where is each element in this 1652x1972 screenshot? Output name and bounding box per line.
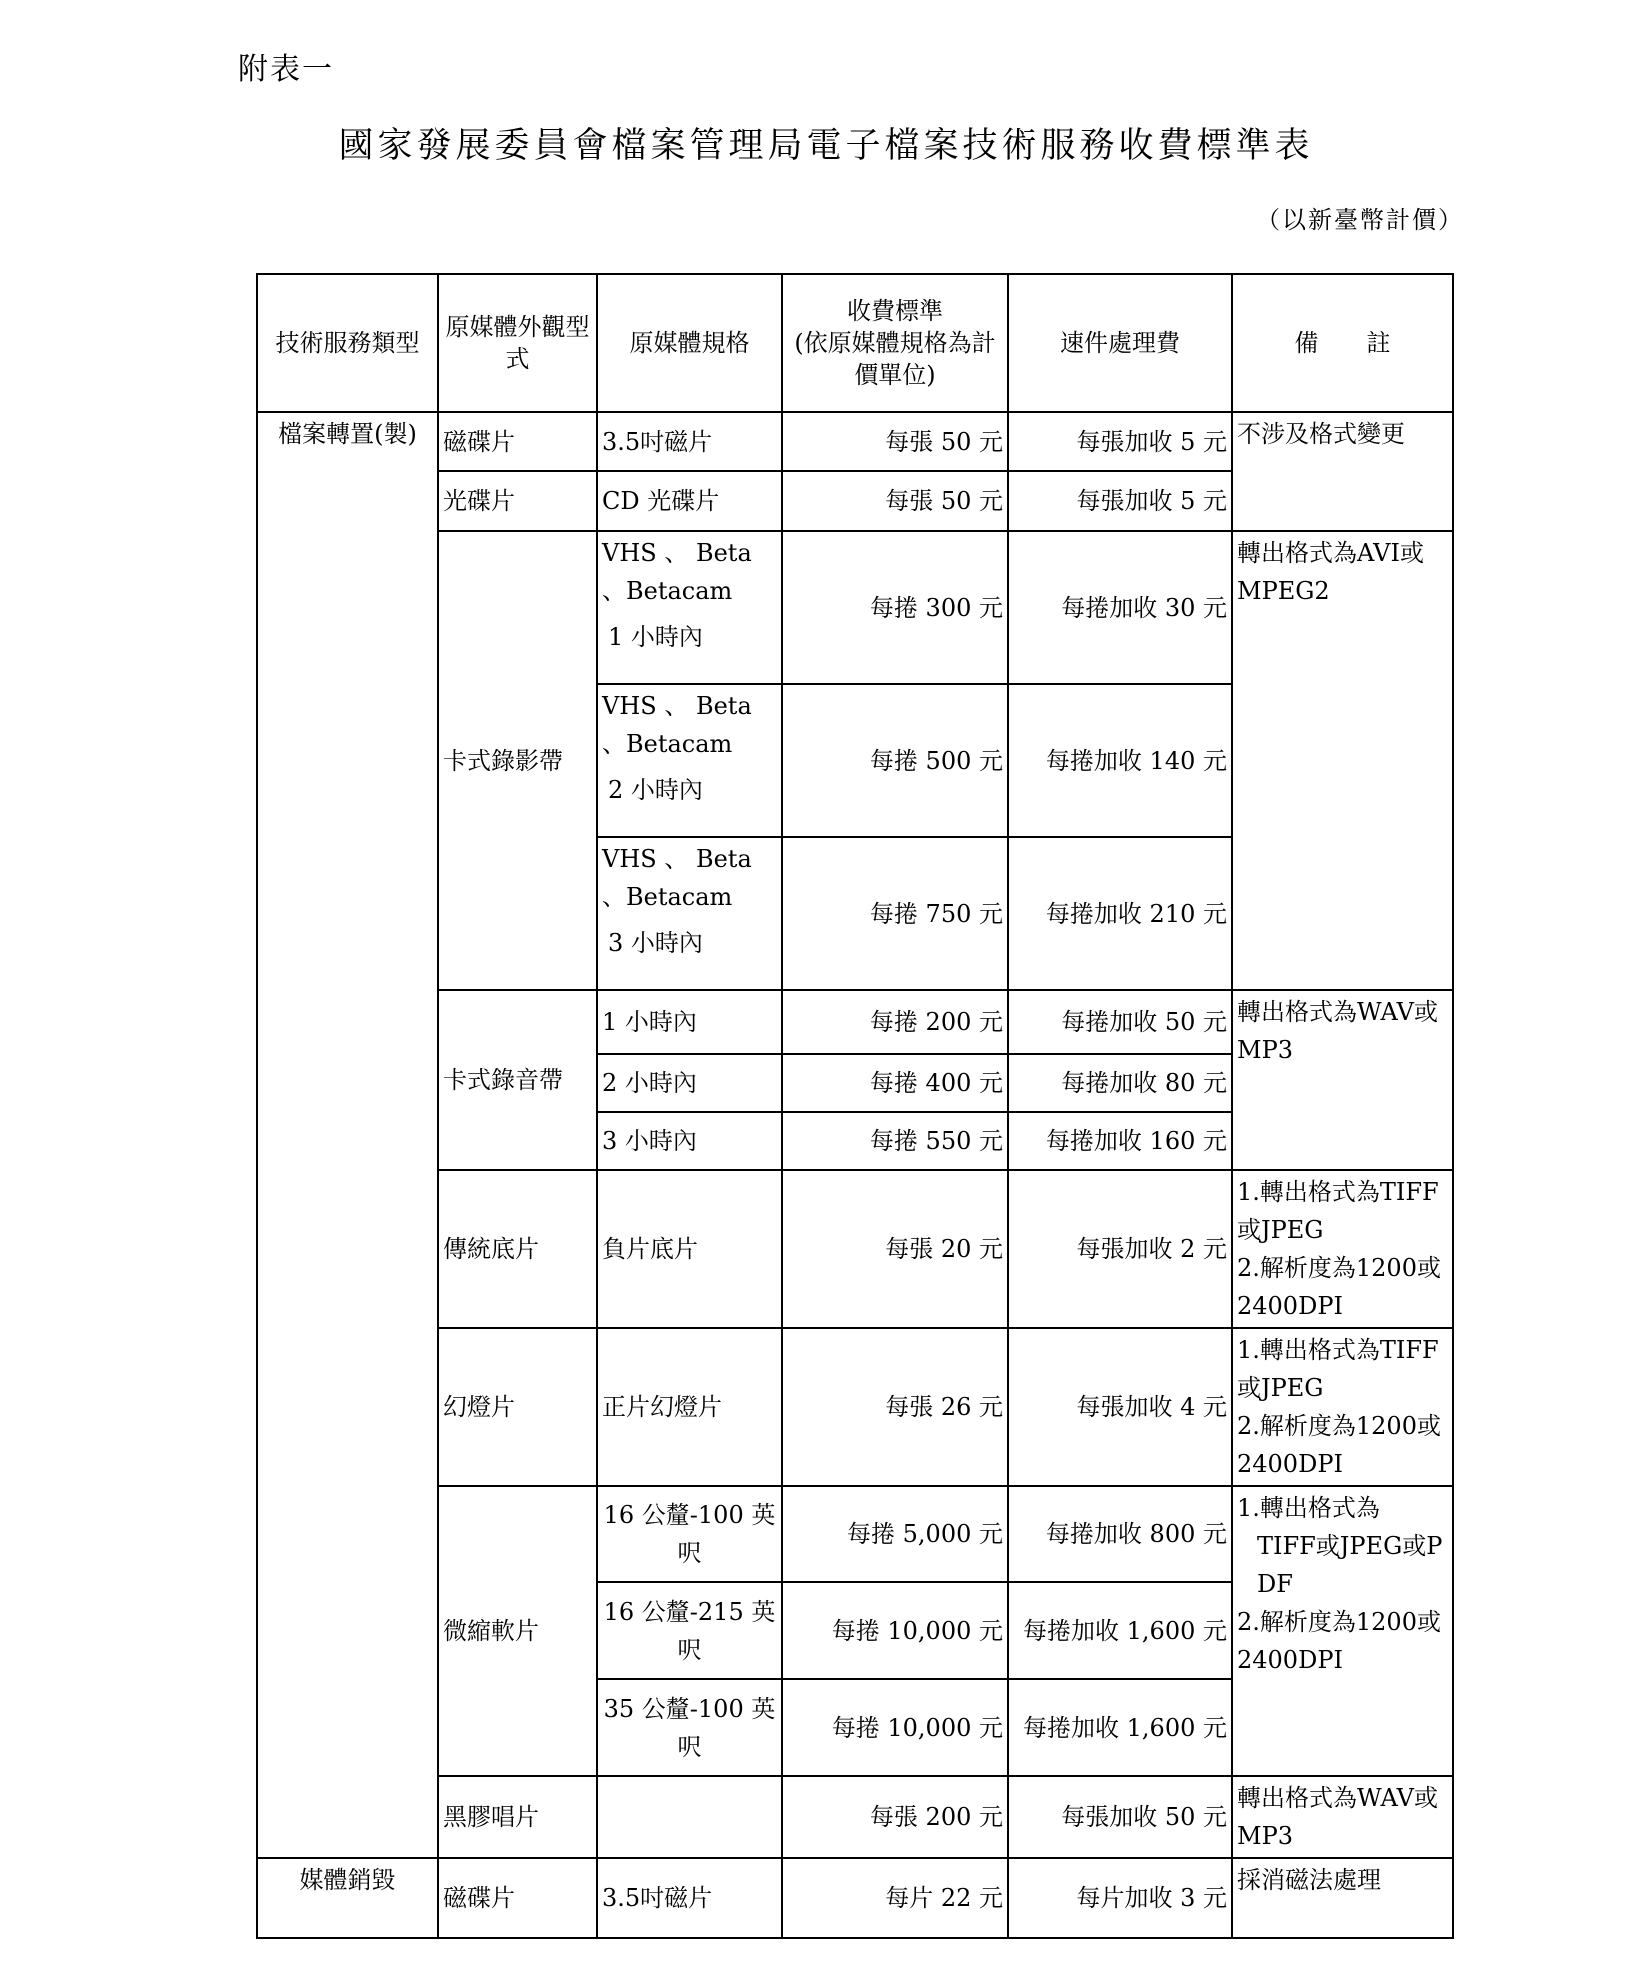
spec-slide: 正片幻燈片 — [597, 1328, 782, 1486]
currency-note: （以新臺幣計價） — [1256, 206, 1464, 234]
spec-video-2h-duration: 2 小時內 — [608, 776, 703, 804]
rush-negative: 每張加收 2 元 — [1008, 1170, 1232, 1328]
spec-audio-1h: 1 小時內 — [597, 990, 782, 1054]
fee-micro-16-215: 每捲 10,000 元 — [782, 1582, 1008, 1679]
spec-video-2h — [597, 684, 782, 837]
fee-audio-3h: 每捲 550 元 — [782, 1112, 1008, 1170]
rush-video-2h: 每捲加收 140 元 — [1008, 684, 1232, 837]
spec-vinyl — [597, 1776, 782, 1858]
spec-negative: 負片底片 — [597, 1170, 782, 1328]
header-remarks: 備 註 — [1232, 274, 1453, 412]
spec-audio-2h: 2 小時內 — [597, 1054, 782, 1112]
header-media-spec: 原媒體規格 — [597, 274, 782, 412]
fee-destroy: 每片 22 元 — [782, 1858, 1008, 1938]
fee-vinyl: 每張 200 元 — [782, 1776, 1008, 1858]
remark-micro-format: TIFF或JPEG或PDF — [1257, 1532, 1443, 1598]
fee-audio-1h: 每捲 200 元 — [782, 990, 1008, 1054]
rush-micro-16-100: 每捲加收 800 元 — [1008, 1486, 1232, 1582]
fee-table — [256, 273, 1454, 1939]
fee-video-3h: 每捲 750 元 — [782, 837, 1008, 990]
rush-video-1h: 每捲加收 30 元 — [1008, 531, 1232, 684]
table-row — [257, 1858, 1453, 1938]
rush-vinyl: 每張加收 50 元 — [1008, 1776, 1232, 1858]
rush-audio-3h: 每捲加收 160 元 — [1008, 1112, 1232, 1170]
spec-video-1h — [597, 531, 782, 684]
remark-video: 轉出格式為AVI或MPEG2 — [1232, 531, 1453, 990]
form-floppy-destroy: 磁碟片 — [438, 1858, 597, 1938]
spec-video-3h-duration: 3 小時內 — [608, 929, 703, 957]
document-title: 國家發展委員會檔案管理局電子檔案技術服務收費標準表 — [338, 126, 1314, 166]
remark-disc: 不涉及格式變更 — [1232, 412, 1453, 531]
form-floppy: 磁碟片 — [438, 412, 597, 471]
form-optical: 光碟片 — [438, 471, 597, 531]
spec-video-1h-format: VHS 、 Beta 、Betacam — [602, 539, 752, 605]
fee-slide: 每張 26 元 — [782, 1328, 1008, 1486]
remark-slide-resolution: 2.解析度為1200或2400DPI — [1237, 1412, 1441, 1478]
form-vinyl: 黑膠唱片 — [438, 1776, 597, 1858]
remark-slide — [1232, 1328, 1453, 1486]
spec-video-3h-format: VHS 、 Beta 、Betacam — [602, 845, 752, 911]
header-row — [257, 274, 1453, 412]
spec-optical: CD 光碟片 — [597, 471, 782, 531]
rush-optical: 每張加收 5 元 — [1008, 471, 1232, 531]
rush-floppy: 每張加收 5 元 — [1008, 412, 1232, 471]
spec-micro-35-100: 35 公釐-100 英呎 — [597, 1679, 782, 1776]
spec-floppy: 3.5吋磁片 — [597, 412, 782, 471]
rush-video-3h: 每捲加收 210 元 — [1008, 837, 1232, 990]
table-row — [257, 412, 1453, 471]
fee-video-2h: 每捲 500 元 — [782, 684, 1008, 837]
form-microfilm: 微縮軟片 — [438, 1486, 597, 1776]
category-destruction: 媒體銷毀 — [257, 1858, 438, 1938]
appendix-label: 附表一 — [238, 52, 334, 87]
spec-audio-3h: 3 小時內 — [597, 1112, 782, 1170]
rush-audio-1h: 每捲加收 50 元 — [1008, 990, 1232, 1054]
header-service-type: 技術服務類型 — [257, 274, 438, 412]
spec-micro-16-215: 16 公釐-215 英呎 — [597, 1582, 782, 1679]
category-conversion: 檔案轉置(製) — [257, 412, 438, 1858]
header-fee-line2: (依原媒體規格為計價單位) — [794, 329, 996, 389]
fee-optical: 每張 50 元 — [782, 471, 1008, 531]
remark-microfilm — [1232, 1486, 1453, 1776]
spec-video-1h-duration: 1 小時內 — [608, 623, 703, 651]
fee-video-1h: 每捲 300 元 — [782, 531, 1008, 684]
fee-micro-35-100: 每捲 10,000 元 — [782, 1679, 1008, 1776]
form-negative: 傳統底片 — [438, 1170, 597, 1328]
remark-destroy: 採消磁法處理 — [1232, 1858, 1453, 1938]
fee-floppy: 每張 50 元 — [782, 412, 1008, 471]
header-fee-standard — [782, 274, 1008, 412]
remark-negative-format: 1.轉出格式為TIFF或JPEG — [1237, 1178, 1439, 1244]
remark-negative-resolution: 2.解析度為1200或2400DPI — [1237, 1254, 1441, 1320]
remark-slide-format: 1.轉出格式為TIFF或JPEG — [1237, 1336, 1439, 1402]
spec-micro-16-100: 16 公釐-100 英呎 — [597, 1486, 782, 1582]
fee-audio-2h: 每捲 400 元 — [782, 1054, 1008, 1112]
spec-destroy: 3.5吋磁片 — [597, 1858, 782, 1938]
remark-micro-resolution: 2.解析度為1200或2400DPI — [1237, 1608, 1441, 1674]
remark-audio: 轉出格式為WAV或MP3 — [1232, 990, 1453, 1170]
rush-audio-2h: 每捲加收 80 元 — [1008, 1054, 1232, 1112]
rush-micro-35-100: 每捲加收 1,600 元 — [1008, 1679, 1232, 1776]
header-media-form: 原媒體外觀型式 — [438, 274, 597, 412]
header-fee-line1: 收費標準 — [847, 297, 943, 325]
rush-destroy: 每片加收 3 元 — [1008, 1858, 1232, 1938]
fee-negative: 每張 20 元 — [782, 1170, 1008, 1328]
header-rush-fee: 速件處理費 — [1008, 274, 1232, 412]
fee-micro-16-100: 每捲 5,000 元 — [782, 1486, 1008, 1582]
spec-video-2h-format: VHS 、 Beta 、Betacam — [602, 692, 752, 758]
form-slide: 幻燈片 — [438, 1328, 597, 1486]
remark-micro-format-label: 1.轉出格式為 — [1237, 1494, 1380, 1522]
form-videotape: 卡式錄影帶 — [438, 531, 597, 990]
remark-negative — [1232, 1170, 1453, 1328]
spec-video-3h — [597, 837, 782, 990]
remark-vinyl: 轉出格式為WAV或MP3 — [1232, 1776, 1453, 1858]
rush-micro-16-215: 每捲加收 1,600 元 — [1008, 1582, 1232, 1679]
rush-slide: 每張加收 4 元 — [1008, 1328, 1232, 1486]
form-audiotape: 卡式錄音帶 — [438, 990, 597, 1170]
